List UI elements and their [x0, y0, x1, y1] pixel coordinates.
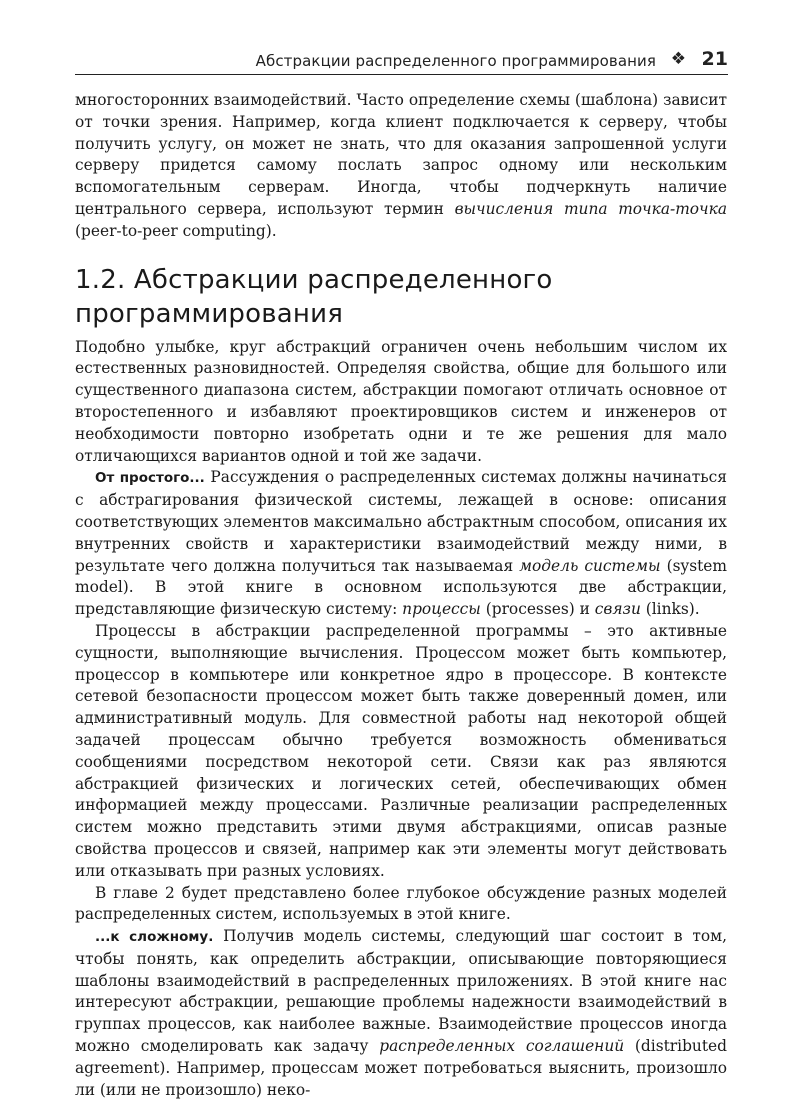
term-processes: процессы	[402, 600, 481, 619]
diamond-ornament-icon: ❖	[670, 49, 686, 69]
intro-text-2: (peer-to-peer computing).	[75, 221, 277, 240]
intro-text-1: многосторонних взаимодействий. Часто определение схемы (шаблона) зависит от точки зрения. Например, когда клиент подключается к серверу, чтобы получить услугу, он может не знать, что для оказания запрошенной услуги серверу придется самому послать запрос одному или нескольким вспомогательным серверам. Иногда, чтобы подчеркнуть наличие центрального сервера, используют термин	[75, 91, 727, 218]
p5-text-2: (distributed agreement). Например, процессам может потребоваться выяснить, произошло ли (или не произошло) неко-	[75, 1037, 727, 1099]
page-number: 21	[701, 48, 728, 70]
section-heading: 1.2. Абстракции распределенного программирования	[75, 264, 553, 329]
p2-text-1: Рассуждения о распределенных системах должны начинаться с абстрагирования физической системы, лежащей в основе: описания соответствующих элементов максимально абстрактным способом, описания их внутренних свойств и характеристики взаимодействий между ними, в результате чего должна получиться так называемая	[75, 468, 727, 575]
term-distributed-agreement: распределенных соглашений	[379, 1037, 625, 1056]
term-system-model: модель системы	[519, 556, 661, 575]
paragraph-5	[75, 926, 727, 1101]
intro-paragraph	[75, 90, 727, 243]
runin-heading-complex: ...к сложному.	[95, 929, 214, 946]
page-body	[75, 90, 727, 1101]
p2-text-2: (system model). В этой книге в основном используются две абстракции, представляющие физическую систему:	[75, 556, 728, 619]
paragraph-1: Подобно улыбке, круг абстракций ограничен очень небольшим числом их естественных разновидностей. Определяя свойства, общие для большого или существенного диапазона систем, абстракции помогают отличать основное от второстепенного и избавляют проектировщиков систем и инженеров от необходимости повторно изобретать одни и те же решения для мало отличающихся вариантов одной и той же задачи.	[75, 337, 727, 465]
running-title: Абстракции распределенного программирования	[255, 52, 656, 70]
p2-text-4: (links).	[640, 600, 700, 619]
p5-text-1: Получив модель системы, следующий шаг состоит в том, чтобы понять, как определить абстракции, описывающие повторяющиеся шаблоны взаимодействий в распределенных приложениях. В этой книге нас интересуют абстракции, решающие проблемы надежности взаимодействий в группах процессов, как наиболее важные. Взаимодействие процессов иногда можно смоделировать как задачу	[75, 927, 727, 1056]
running-header	[75, 46, 728, 75]
runin-heading-simple: От простого...	[95, 470, 205, 487]
paragraph-4: В главе 2 будет представлено более глубокое обсуждение разных моделей распределенных систем, используемых в этой книге.	[75, 883, 727, 924]
paragraph-3: Процессы в абстракции распределенной программы – это активные сущности, выполняющие вычисления. Процессом может быть компьютер, процессор в компьютере или конкретное ядро в процессоре. В контексте сетевой безопасности процессом может быть также доверенный домен, или административный модуль. Для совместной работы над некоторой общей задачей процессам обычно требуется возможность обмениваться сообщениями посредством некоторой сети. Связи как раз являются абстракцией физических и логических сетей, обеспечивающих обмен информацией между процессами. Различные реализации распределенных систем можно представить этими двумя абстракциями, описав разные свойства процессов и связей, например как эти элементы могут действовать или отказывать при разных условиях.	[75, 621, 727, 880]
paragraph-2	[75, 467, 727, 621]
intro-term: вычисления типа точка-точка	[454, 199, 727, 218]
p2-text-3: (processes) и	[480, 600, 595, 619]
term-links: связи	[594, 600, 641, 619]
